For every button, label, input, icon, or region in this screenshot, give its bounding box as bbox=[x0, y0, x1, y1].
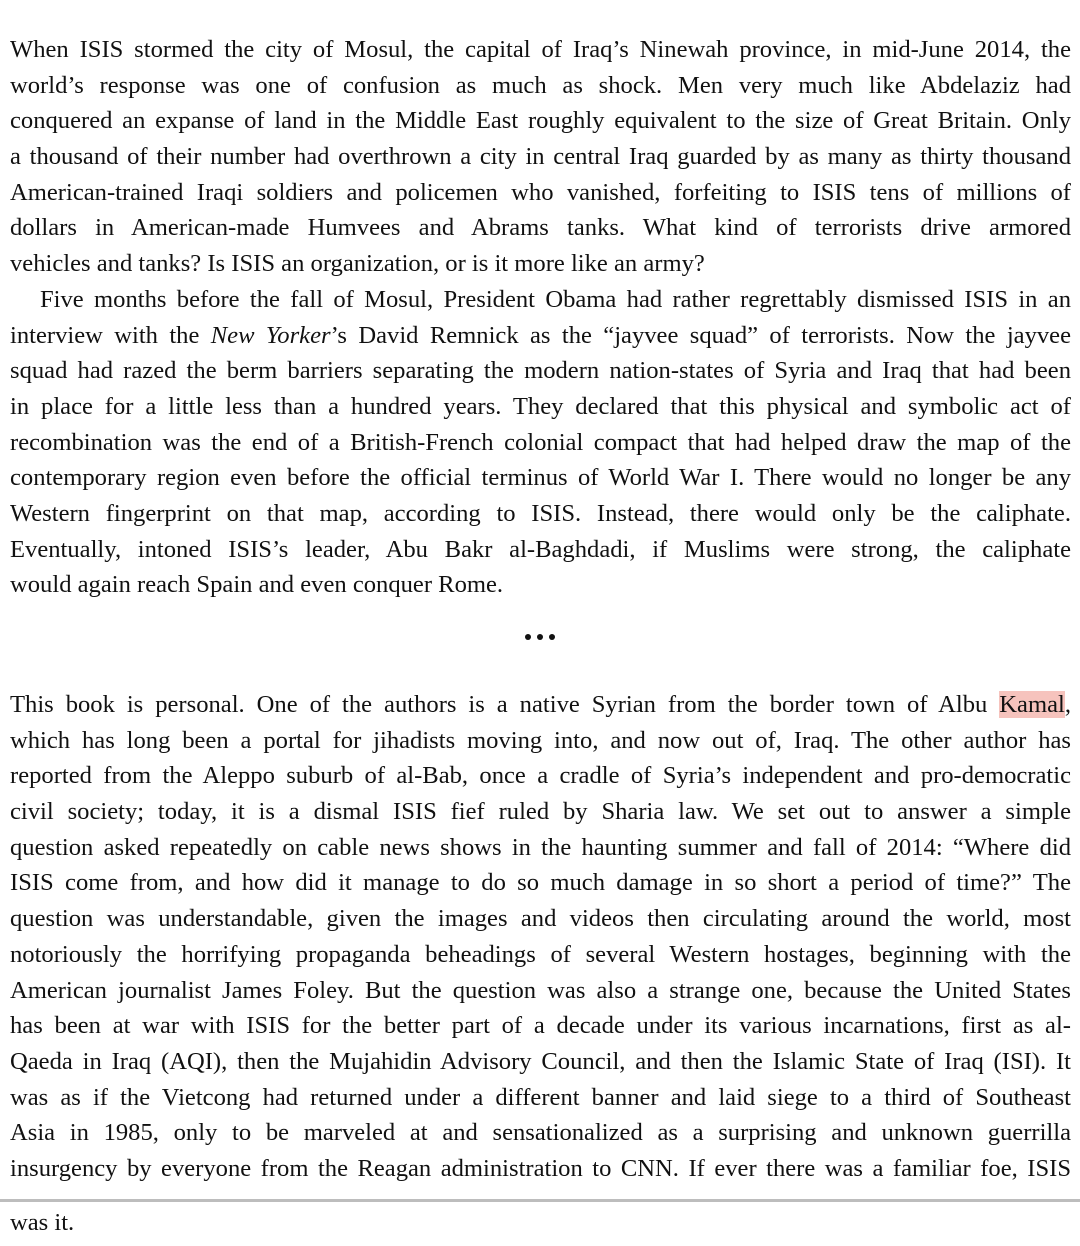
text-line: civil society; today, it is a dismal ISIS fief ruled by Sharia law. We set out to answer a simple bbox=[10, 798, 1071, 826]
text-line: When ISIS stormed the city of Mosul, the capital of Iraq’s Ninewah province, in mid-June 2014, the bbox=[10, 36, 1071, 63]
paragraph-1 bbox=[10, 32, 1071, 282]
text-line: ISIS come from, and how did it manage to do so much damage in so short a period of time?” The bbox=[10, 869, 1071, 897]
text-line: dollars in American-made Humvees and Abrams tanks. What kind of terrorists drive armored bbox=[10, 214, 1071, 242]
text-line: question was understandable, given the images and videos then circulating around the world, most bbox=[10, 905, 1071, 933]
text-line: American journalist James Foley. But the question was also a strange one, because the United States bbox=[10, 976, 1071, 1004]
paragraph-3-continuation bbox=[10, 1205, 1071, 1241]
text-line: Western fingerprint on that map, according to ISIS. Instead, there would only be the caliphate. bbox=[10, 499, 1071, 527]
highlighted-word[interactable]: Kamal bbox=[999, 691, 1065, 718]
text-line: American-trained Iraqi soldiers and policemen who vanished, forfeiting to ISIS tens of millions of bbox=[10, 178, 1071, 206]
section-break bbox=[0, 620, 1080, 647]
text-line: vehicles and tanks? Is ISIS an organization, or is it more like an army? bbox=[10, 250, 705, 278]
text-line: reported from the Aleppo suburb of al-Bab, once a cradle of Syria’s independent and pro-democratic bbox=[10, 762, 1071, 790]
text-run: , bbox=[1064, 691, 1071, 718]
paragraph-2 bbox=[10, 282, 1071, 603]
text-line: conquered an expanse of land in the Middle East roughly equivalent to the size of Great Britain. Only bbox=[10, 107, 1071, 135]
publication-title: New Yorker bbox=[210, 321, 331, 349]
text-line: world’s response was one of confusion as much as shock. Men very much like Abdelaziz had bbox=[10, 71, 1071, 99]
text-line bbox=[10, 318, 1071, 354]
text-line: insurgency by everyone from the Reagan administration to CNN. If ever there was a familiar foe, ISIS bbox=[10, 1154, 1071, 1182]
text-line: has been at war with ISIS for the better part of a decade under its various incarnations, first as al- bbox=[10, 1012, 1071, 1040]
text-line: contemporary region even before the official terminus of World War I. There would no longer be any bbox=[10, 464, 1071, 492]
text-line: would again reach Spain and even conquer Rome. bbox=[10, 571, 504, 599]
text-line: squad had razed the berm barriers separating the modern nation-states of Syria and Iraq that had been bbox=[10, 357, 1071, 385]
text-line: a thousand of their number had overthrown a city in central Iraq guarded by as many as thirty thousand bbox=[10, 143, 1071, 171]
paragraph-3 bbox=[10, 687, 1071, 1187]
text-run: interview with the bbox=[10, 321, 211, 349]
text-run: ’s David Remnick as the “jayvee squad” of terrorists. Now the jayvee bbox=[330, 321, 1072, 349]
text-line: notoriously the horrifying propaganda beheadings of several Western hostages, beginning with the bbox=[10, 940, 1071, 968]
text-line: question asked repeatedly on cable news shows in the haunting summer and fall of 2014: “Where did bbox=[10, 833, 1071, 861]
text-line: which has long been a portal for jihadists moving into, and now out of, Iraq. The other author has bbox=[10, 726, 1071, 754]
reader-page bbox=[10, 32, 1071, 603]
text-line: Eventually, intoned ISIS’s leader, Abu Bakr al-Baghdadi, if Muslims were strong, the caliphate bbox=[10, 535, 1071, 563]
text-line: in place for a little less than a hundred years. They declared that this physical and symbolic act of bbox=[10, 392, 1071, 420]
text-line: Five months before the fall of Mosul, President Obama had rather regrettably dismissed ISIS in an bbox=[40, 285, 1071, 313]
text-line: Asia in 1985, only to be marveled at and sensationalized as a surprising and unknown guerrilla bbox=[10, 1119, 1071, 1147]
page-divider bbox=[0, 1199, 1080, 1202]
ellipsis-ornament-icon bbox=[522, 620, 558, 647]
text-line bbox=[10, 687, 1071, 723]
text-line: recombination was the end of a British-French colonial compact that had helped draw the map of the bbox=[10, 428, 1071, 456]
text-line: was it. bbox=[10, 1209, 75, 1236]
text-line: was as if the Vietcong had returned under a different banner and laid siege to a third of Southeast bbox=[10, 1083, 1071, 1111]
text-line: Qaeda in Iraq (AQI), then the Mujahidin Advisory Council, and then the Islamic State of Iraq (ISI). It bbox=[10, 1047, 1071, 1075]
text-run: This book is personal. One of the authors is a native Syrian from the border town of Albu bbox=[10, 691, 1000, 718]
